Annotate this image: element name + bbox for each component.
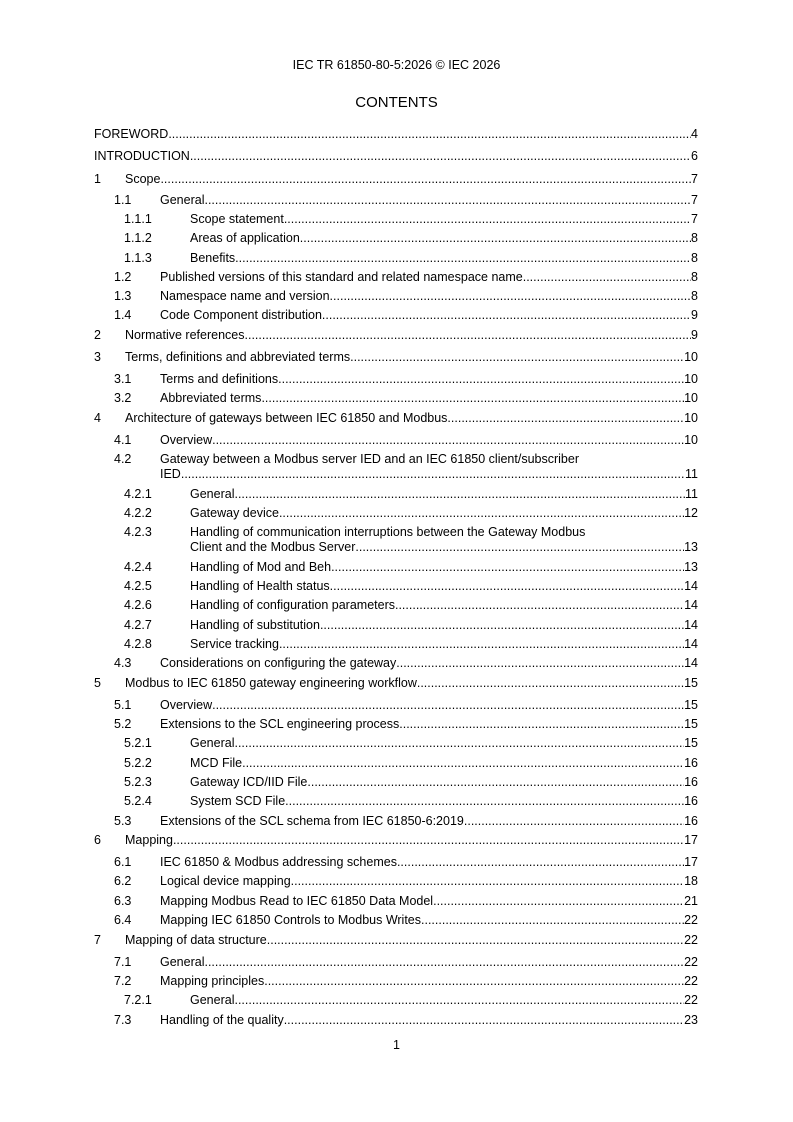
toc-entry-title: Mapping Modbus Read to IEC 61850 Data Model — [160, 894, 434, 908]
toc-entry-number: 5.2 — [114, 717, 132, 731]
toc-entry-page: 15 — [684, 698, 698, 712]
toc-entry-page: 16 — [684, 794, 698, 808]
toc-entry-title: Benefits — [190, 251, 236, 265]
toc-entry[interactable] — [94, 716, 698, 733]
toc-entry-page: 8 — [691, 251, 698, 265]
toc-entry-page: 22 — [684, 974, 698, 988]
toc-entry-page: 13 — [684, 560, 698, 574]
toc-entry-title: General — [190, 736, 235, 750]
toc-entry-page: 16 — [684, 814, 698, 828]
toc-entry[interactable] — [94, 578, 698, 595]
toc-entry[interactable] — [94, 932, 698, 949]
toc-entry[interactable] — [94, 230, 698, 247]
toc-entry[interactable] — [94, 954, 698, 971]
toc-entry[interactable] — [94, 912, 698, 929]
toc-entry[interactable] — [94, 813, 698, 830]
toc-entry[interactable] — [94, 192, 698, 209]
toc-entry-title: Areas of application — [190, 231, 300, 245]
toc-entry-number: 2 — [94, 328, 101, 342]
toc-entry-number: 4.2.4 — [124, 560, 152, 574]
toc-entry-number: 7.1 — [114, 955, 132, 969]
toc-entry-number: 4.2.5 — [124, 579, 152, 593]
toc-entry-page: 14 — [684, 579, 698, 593]
toc-entry[interactable] — [94, 675, 698, 692]
toc-entry-title: Service tracking — [190, 637, 279, 651]
toc-entry-number: 3.2 — [114, 391, 132, 405]
toc-entry-number: 1.1.1 — [124, 212, 152, 226]
toc-entry-number: 1.1.2 — [124, 231, 152, 245]
toc-entry-title: Handling of configuration parameters — [190, 598, 395, 612]
toc-entry[interactable] — [94, 559, 698, 576]
toc-entry-page: 7 — [691, 212, 698, 226]
toc-entry-number: 4.2 — [114, 452, 132, 466]
toc-entry[interactable] — [94, 655, 698, 672]
toc-entry-title: Mapping — [125, 833, 173, 847]
toc-entry-number: 7.2.1 — [124, 993, 152, 1007]
toc-entry-title: Architecture of gateways between IEC 61850 and Modbus — [125, 411, 448, 425]
toc-entry-page: 22 — [684, 913, 698, 927]
toc-entry[interactable] — [94, 410, 698, 427]
toc-entry[interactable] — [94, 755, 698, 772]
toc-entry[interactable] — [94, 171, 698, 188]
toc-entry-page: 11 — [685, 487, 698, 501]
toc-entry-title: General — [160, 955, 205, 969]
toc-entry-page: 9 — [691, 308, 698, 322]
toc-entry-title: Mapping principles — [160, 974, 265, 988]
toc-entry[interactable] — [94, 505, 698, 522]
toc-entry[interactable] — [94, 269, 698, 286]
toc-entry-page: 10 — [684, 372, 698, 386]
toc-entry-page: 8 — [691, 289, 698, 303]
toc-entry-page: 22 — [684, 955, 698, 969]
toc-entry-number: 1.4 — [114, 308, 132, 322]
toc-entry-page: 16 — [684, 756, 698, 770]
toc-entry-title: Namespace name and version — [160, 289, 330, 303]
toc-entry-page: 6 — [691, 149, 698, 163]
toc-entry-title: Terms, definitions and abbreviated terms — [125, 350, 351, 364]
toc-entry-title: IED — [160, 467, 181, 481]
toc-entry[interactable] — [94, 793, 698, 810]
toc-entry-title-line1: Gateway between a Modbus server IED and an IEC 61850 client/subscriber — [160, 452, 579, 466]
toc-entry-number: 7.3 — [114, 1013, 132, 1027]
page-number: 1 — [393, 1038, 400, 1052]
toc-entry-page: 11 — [685, 467, 698, 481]
toc-entry-number: 4.2.2 — [124, 506, 152, 520]
toc-entry-page: 17 — [684, 833, 698, 847]
toc-entry[interactable] — [94, 524, 698, 556]
toc-entry[interactable] — [94, 992, 698, 1009]
toc-entry[interactable] — [94, 390, 698, 407]
toc-entry-page: 7 — [691, 172, 698, 186]
toc-entry-page: 14 — [684, 656, 698, 670]
toc-entry-title: Normative references — [125, 328, 245, 342]
toc-entry-page: 13 — [684, 540, 698, 554]
toc-entry-page: 16 — [684, 775, 698, 789]
toc-entry-number: 6.1 — [114, 855, 132, 869]
toc-entry-title: Mapping IEC 61850 Controls to Modbus Writes — [160, 913, 422, 927]
toc-entry-page: 10 — [684, 391, 698, 405]
toc-entry-page: 15 — [684, 717, 698, 731]
toc-entry-title: Scope statement — [190, 212, 284, 226]
toc-entry[interactable] — [94, 288, 698, 305]
toc-entry[interactable] — [94, 371, 698, 388]
toc-entry-page: 7 — [691, 193, 698, 207]
toc-entry-number: 1.1 — [114, 193, 132, 207]
toc-entry-page: 8 — [691, 270, 698, 284]
toc-entry-number: 6.3 — [114, 894, 132, 908]
toc-entry[interactable] — [94, 854, 698, 871]
toc-entry-page: 18 — [684, 874, 698, 888]
toc-entry[interactable] — [94, 832, 698, 849]
toc-entry-number: 6 — [94, 833, 101, 847]
toc-entry-title: Handling of the quality — [160, 1013, 284, 1027]
toc-entry-number: 1.1.3 — [124, 251, 152, 265]
toc-entry-page: 14 — [684, 637, 698, 651]
toc-entry-page: 10 — [684, 350, 698, 364]
toc-entry-number: 5.1 — [114, 698, 132, 712]
toc-entry-number: 4.2.7 — [124, 618, 152, 632]
toc-entry-page: 12 — [684, 506, 698, 520]
toc-entry-number: 4 — [94, 411, 101, 425]
toc-entry-number: 3.1 — [114, 372, 132, 386]
toc-entry-title: General — [190, 993, 235, 1007]
toc-entry-page: 4 — [691, 127, 698, 141]
toc-entry-number: 5.3 — [114, 814, 132, 828]
toc-entry[interactable] — [94, 774, 698, 791]
toc-entry-number: 7.2 — [114, 974, 132, 988]
toc-entry-title-line1: Handling of communication interruptions between the Gateway Modbus — [190, 525, 586, 539]
toc-entry-number: 5 — [94, 676, 101, 690]
toc-entry-title: Gateway ICD/IID File — [190, 775, 308, 789]
toc-entry[interactable] — [94, 250, 698, 267]
toc-entry-page: 10 — [684, 433, 698, 447]
toc-entry-number: 4.2.8 — [124, 637, 152, 651]
toc-entry[interactable] — [94, 973, 698, 990]
toc-entry[interactable] — [94, 349, 698, 366]
toc-entry-number: 5.2.1 — [124, 736, 152, 750]
toc-entry-number: 3 — [94, 350, 101, 364]
toc-entry[interactable] — [94, 327, 698, 344]
toc-entry-number: 4.2.6 — [124, 598, 152, 612]
toc-entry-title: IEC 61850 & Modbus addressing schemes — [160, 855, 397, 869]
toc-entry-number: 4.3 — [114, 656, 132, 670]
toc-entry[interactable] — [94, 636, 698, 653]
toc-entry-title: Code Component distribution — [160, 308, 322, 322]
toc-entry[interactable] — [94, 735, 698, 752]
toc-entry[interactable] — [94, 126, 698, 143]
toc-entry-number: 1 — [94, 172, 101, 186]
toc-entry-number: 4.2.3 — [124, 525, 152, 539]
toc-entry-number: 4.2.1 — [124, 487, 152, 501]
toc-entry-title: System SCD File — [190, 794, 286, 808]
toc-entry[interactable] — [94, 211, 698, 228]
toc-entry-title: General — [190, 487, 235, 501]
toc-entry-number: 5.2.2 — [124, 756, 152, 770]
toc-entry-title: Published versions of this standard and related namespace name — [160, 270, 523, 284]
toc-entry[interactable] — [94, 873, 698, 890]
toc-entry-number: 6.4 — [114, 913, 132, 927]
toc-entry[interactable] — [94, 617, 698, 634]
toc-entry-title: Extensions of the SCL schema from IEC 61850-6:2019 — [160, 814, 464, 828]
toc-entry-title: FOREWORD — [94, 127, 169, 141]
toc-entry-title: MCD File — [190, 756, 243, 770]
toc-entry-title: Mapping of data structure — [125, 933, 267, 947]
toc-entry-title: Handling of Health status — [190, 579, 330, 593]
toc-entry[interactable] — [94, 148, 698, 165]
toc-entry[interactable] — [94, 451, 698, 483]
toc-entry-number: 5.2.3 — [124, 775, 152, 789]
toc-entry[interactable] — [94, 893, 698, 910]
toc-entry[interactable] — [94, 1012, 698, 1029]
toc-entry-page: 21 — [684, 894, 698, 908]
toc-entry-title: Considerations on configuring the gateway — [160, 656, 397, 670]
toc-entry-title: Abbreviated terms — [160, 391, 262, 405]
toc-entry-page: 22 — [684, 993, 698, 1007]
toc-entry-page: 23 — [684, 1013, 698, 1027]
toc-entry-page: 9 — [691, 328, 698, 342]
toc-entry-page: 14 — [684, 618, 698, 632]
toc-entry-page: 17 — [684, 855, 698, 869]
toc-entry-title: Modbus to IEC 61850 gateway engineering workflow — [125, 676, 417, 690]
toc-entry-page: 8 — [691, 231, 698, 245]
page-title: CONTENTS — [355, 94, 438, 111]
toc-entry-title: Handling of substitution — [190, 618, 320, 632]
toc-entry[interactable] — [94, 697, 698, 714]
toc-entry[interactable] — [94, 486, 698, 503]
toc-entry-title: Client and the Modbus Server — [190, 540, 356, 554]
toc-entry-page: 14 — [684, 598, 698, 612]
toc-entry-number: 6.2 — [114, 874, 132, 888]
toc-entry-page: 22 — [684, 933, 698, 947]
toc-entry-number: 4.1 — [114, 433, 132, 447]
toc-entry[interactable] — [94, 307, 698, 324]
toc-entry-title: Handling of Mod and Beh — [190, 560, 332, 574]
toc-entry-title: Overview — [160, 433, 213, 447]
toc-entry-title: Overview — [160, 698, 213, 712]
page-header: IEC TR 61850-80-5:2026 © IEC 2026 — [292, 58, 501, 72]
toc-entry-page: 15 — [684, 676, 698, 690]
toc-entry[interactable] — [94, 597, 698, 614]
toc-entry-title: Terms and definitions — [160, 372, 279, 386]
toc-entry-title: General — [160, 193, 205, 207]
toc-entry-page: 10 — [684, 411, 698, 425]
toc-entry-title: Logical device mapping — [160, 874, 291, 888]
toc-entry-number: 5.2.4 — [124, 794, 152, 808]
toc-entry-number: 7 — [94, 933, 101, 947]
toc-entry-number: 1.2 — [114, 270, 132, 284]
toc-entry-title: Extensions to the SCL engineering process — [160, 717, 400, 731]
toc-entry-page: 15 — [684, 736, 698, 750]
toc-entry-number: 1.3 — [114, 289, 132, 303]
toc-entry[interactable] — [94, 432, 698, 449]
toc-entry-title: INTRODUCTION — [94, 149, 190, 163]
toc-entry-title: Gateway device — [190, 506, 279, 520]
toc-entry-title: Scope — [125, 172, 161, 186]
